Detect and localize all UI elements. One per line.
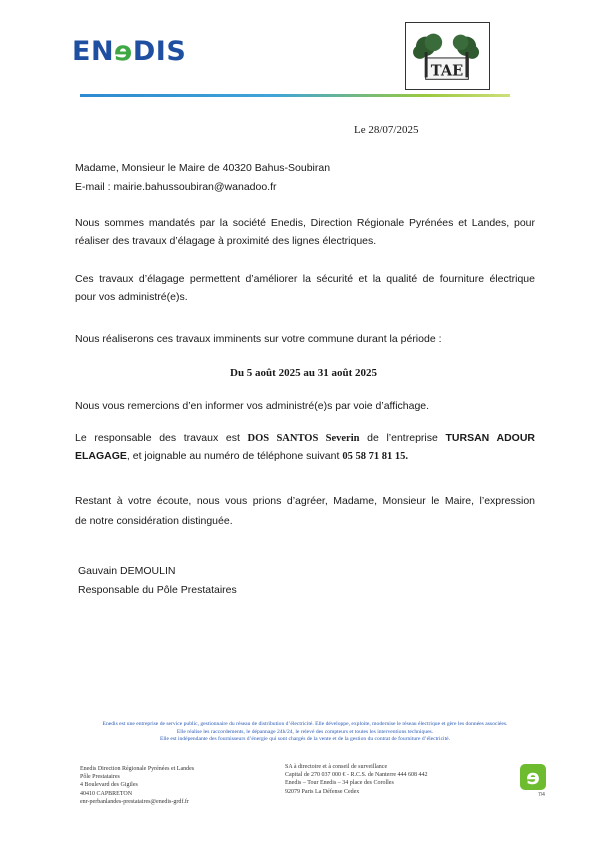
- paragraph-benefit-line2: pour vos administré(e)s.: [75, 291, 188, 303]
- footer-notice-line3: Elle est indépendante des fournisseurs d’énergie qui sont chargés de la vente et de la gestion du contrat de fourniture d’électricité.: [159, 736, 451, 742]
- footer-address-line: 4 Boulevard des Gigiles: [80, 782, 138, 789]
- work-period: Du 5 août 2025 au 31 août 2025: [230, 367, 377, 379]
- tree-logo-icon: [406, 23, 489, 89]
- paragraph-period-intro: Nous réaliserons ces travaux imminents sur votre commune durant la période :: [75, 333, 442, 345]
- enedis-logo: [72, 36, 186, 67]
- footer-company-info: [285, 763, 465, 796]
- footer-company-line: Capital de 270 037 000 € - R.C.S. de Nanterre 444 608 442: [285, 772, 428, 779]
- contact-phone: 05 58 71 81 15.: [342, 451, 408, 462]
- contact-mid: de l’entreprise: [359, 432, 446, 444]
- signatory-name: Gauvain DEMOULIN: [78, 565, 176, 577]
- paragraph-contact-line1: [75, 429, 535, 448]
- logo-text-e: ɘ: [114, 36, 133, 67]
- paragraph-mandate-line2: réaliser des travaux d’élagage à proximité des lignes électriques.: [75, 235, 377, 247]
- footer-badge-text: 7/4: [538, 792, 545, 798]
- paragraph-display-request: Nous vous remercions d’en informer vos administré(e)s par voie d’affichage.: [75, 400, 430, 412]
- tae-logo-text: TAE: [430, 62, 464, 80]
- paragraph-contact-line2: [75, 447, 535, 466]
- contact-company-1: TURSAN ADOUR: [445, 432, 535, 444]
- header-divider: [80, 94, 510, 97]
- footer-company-line: 92079 Paris La Défense Cedex: [285, 788, 360, 795]
- footer-address-line: Enedis Direction Régionale Pyrénées et Landes: [80, 766, 195, 772]
- paragraph-mandate-line1: Nous sommes mandatés par la société Enedis, Direction Régionale Pyrénées et Landes, pour: [75, 217, 535, 229]
- logo-text-dis: DIS: [132, 36, 187, 67]
- footer-email[interactable]: enr-perbanlandes-prestataires@enedis-grdf.fr: [80, 798, 189, 805]
- letter-date: Le 28/07/2025: [354, 124, 419, 136]
- footer-address-line: 40410 CAPBRETON: [80, 790, 133, 797]
- footer-notice-line2: Elle réalise les raccordements, le dépannage 24h/24, le relevé des compteurs et toutes les interventions techniques.: [176, 728, 434, 735]
- footer-address-line: Pôle Prestataires: [80, 774, 120, 781]
- contact-person: DOS SANTOS Severin: [247, 433, 360, 444]
- footer-address: [80, 765, 280, 806]
- signatory-title: Responsable du Pôle Prestataires: [78, 584, 237, 596]
- recipient: Madame, Monsieur le Maire de 40320 Bahus-Soubiran: [75, 162, 331, 174]
- paragraph-closing-line1: Restant à votre écoute, nous vous prions d’agréer, Madame, Monsieur le Maire, l’expression: [75, 495, 535, 507]
- footer-notice-line1: Enedis est une entreprise de service public, gestionnaire du réseau de distribution d’électricité. Elle développe, exploite, modernise le réseau électrique et gère les données associées.: [102, 721, 508, 727]
- recipient-email: E-mail : mairie.bahussoubiran@wanadoo.fr: [75, 181, 277, 193]
- contact-prefix: Le responsable des travaux est: [75, 432, 248, 444]
- footer-company-line: SA à directoire et à conseil de surveillance: [285, 764, 388, 770]
- footer-company-line: Enedis – Tour Enedis – 34 place des Corolles: [285, 780, 394, 787]
- contact-phone-text: , et joignable au numéro de téléphone suivant: [126, 450, 343, 462]
- tae-partner-logo: [405, 22, 490, 90]
- paragraph-closing-line2: de notre considération distinguée.: [75, 515, 233, 527]
- contact-company-2: ELAGAGE: [75, 450, 127, 462]
- paragraph-benefit-line1: Ces travaux d’élagage permettent d’améliorer la sécurité et la qualité de fourniture électrique: [75, 273, 535, 285]
- logo-text-en: EN: [72, 36, 115, 67]
- enedis-badge-icon: ɘ: [520, 764, 546, 790]
- footer-notice: [55, 721, 555, 744]
